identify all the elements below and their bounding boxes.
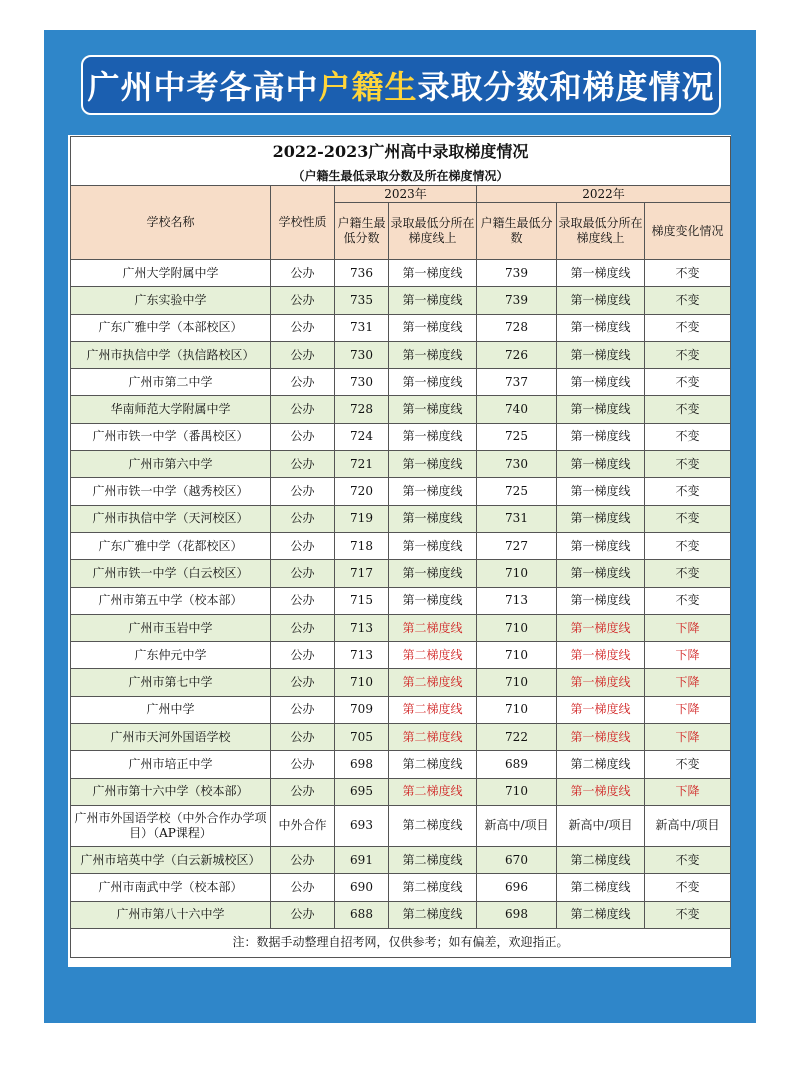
cell-score-2023: 728 [335,396,389,423]
cell-score-2022: 727 [477,532,557,559]
cell-score-2022: 740 [477,396,557,423]
cell-score-2022: 710 [477,642,557,669]
cell-score-2023: 724 [335,423,389,450]
cell-tier-2023: 第二梯度线 [389,724,477,751]
cell-change: 不变 [645,260,731,287]
cell-score-2022: 726 [477,341,557,368]
cell-score-2022: 710 [477,560,557,587]
cell-score-2023: 730 [335,369,389,396]
cell-type: 公办 [271,778,335,805]
cell-score-2023: 709 [335,696,389,723]
table-row [71,396,731,423]
table-row [71,642,731,669]
header-year-2023: 2023年 [335,186,477,203]
cell-tier-2023: 第二梯度线 [389,846,477,873]
cell-change: 不变 [645,846,731,873]
table-row [71,751,731,778]
cell-change: 下降 [645,669,731,696]
cell-school: 广东广雅中学（花都校区） [71,532,271,559]
table-title: 2022-2023广州高中录取梯度情况 [71,137,731,168]
header-score-2023: 户籍生最低分数 [335,203,389,260]
cell-tier-2022: 第一梯度线 [557,423,645,450]
cell-type: 公办 [271,532,335,559]
cell-tier-2022: 第一梯度线 [557,560,645,587]
cell-type: 公办 [271,642,335,669]
cell-score-2023: 718 [335,532,389,559]
table-row [71,314,731,341]
cell-change: 不变 [645,314,731,341]
cell-tier-2023: 第一梯度线 [389,341,477,368]
cell-type: 公办 [271,287,335,314]
cell-school: 广州市执信中学（天河校区） [71,505,271,532]
cell-score-2022: 698 [477,901,557,928]
cell-type: 公办 [271,901,335,928]
cell-change: 下降 [645,642,731,669]
cell-change: 不变 [645,396,731,423]
page-banner [81,55,721,115]
table-row [71,451,731,478]
cell-score-2022: 728 [477,314,557,341]
cell-school: 广州市南武中学（校本部） [71,874,271,901]
cell-score-2022: 739 [477,287,557,314]
table-row [71,696,731,723]
cell-score-2023: 717 [335,560,389,587]
cell-school: 广州市第七中学 [71,669,271,696]
cell-score-2023: 695 [335,778,389,805]
cell-tier-2023: 第一梯度线 [389,587,477,614]
cell-tier-2022: 第一梯度线 [557,341,645,368]
cell-score-2022: 722 [477,724,557,751]
cell-tier-2023: 第二梯度线 [389,874,477,901]
cell-type: 公办 [271,874,335,901]
cell-change: 不变 [645,751,731,778]
cell-change: 下降 [645,724,731,751]
cell-tier-2023: 第二梯度线 [389,751,477,778]
cell-type: 中外合作 [271,805,335,846]
table-row [71,587,731,614]
cell-score-2023: 719 [335,505,389,532]
cell-tier-2022: 第一梯度线 [557,478,645,505]
cell-change: 不变 [645,287,731,314]
header-tier-2022: 录取最低分所在梯度线上 [557,203,645,260]
cell-score-2023: 710 [335,669,389,696]
table-row [71,614,731,641]
table-row [71,560,731,587]
cell-school: 广州市铁一中学（番禺校区） [71,423,271,450]
cell-change: 下降 [645,778,731,805]
cell-score-2022: 739 [477,260,557,287]
cell-tier-2023: 第一梯度线 [389,451,477,478]
cell-school: 广州大学附属中学 [71,260,271,287]
cell-score-2023: 713 [335,642,389,669]
cell-school: 广州市培正中学 [71,751,271,778]
cell-score-2022: 710 [477,696,557,723]
table-row [71,505,731,532]
cell-tier-2022: 第二梯度线 [557,874,645,901]
cell-change: 不变 [645,505,731,532]
cell-school: 广州市铁一中学（越秀校区） [71,478,271,505]
cell-score-2022: 725 [477,423,557,450]
cell-school: 广州市执信中学（执信路校区） [71,341,271,368]
cell-type: 公办 [271,341,335,368]
cell-type: 公办 [271,724,335,751]
cell-score-2022: 737 [477,369,557,396]
cell-tier-2022: 第一梯度线 [557,314,645,341]
cell-tier-2022: 第一梯度线 [557,587,645,614]
cell-tier-2023: 第二梯度线 [389,669,477,696]
banner-text-1: 广州中考各高中 [87,68,319,106]
cell-score-2022: 670 [477,846,557,873]
cell-tier-2022: 第一梯度线 [557,396,645,423]
cell-score-2023: 736 [335,260,389,287]
cell-school: 广州市培英中学（白云新城校区） [71,846,271,873]
cell-score-2023: 713 [335,614,389,641]
cell-score-2023: 731 [335,314,389,341]
cell-type: 公办 [271,505,335,532]
cell-score-2023: 721 [335,451,389,478]
cell-score-2023: 730 [335,341,389,368]
cell-tier-2022: 第二梯度线 [557,751,645,778]
cell-change: 不变 [645,560,731,587]
cell-tier-2022: 第一梯度线 [557,287,645,314]
cell-tier-2023: 第一梯度线 [389,369,477,396]
cell-score-2023: 688 [335,901,389,928]
table-row [71,532,731,559]
cell-tier-2022: 第一梯度线 [557,614,645,641]
cell-tier-2022: 第二梯度线 [557,901,645,928]
cell-change: 下降 [645,614,731,641]
cell-school: 广东实验中学 [71,287,271,314]
cell-school: 广州市第八十六中学 [71,901,271,928]
cell-type: 公办 [271,751,335,778]
cell-score-2023: 693 [335,805,389,846]
cell-score-2022: 710 [477,669,557,696]
cell-change: 不变 [645,478,731,505]
table-row [71,287,731,314]
table-row [71,478,731,505]
cell-change: 不变 [645,423,731,450]
cell-change: 不变 [645,532,731,559]
table-row [71,669,731,696]
cell-tier-2022: 第一梯度线 [557,451,645,478]
cell-type: 公办 [271,669,335,696]
cell-tier-2023: 第二梯度线 [389,778,477,805]
cell-tier-2023: 第二梯度线 [389,614,477,641]
cell-school: 广州市天河外国语学校 [71,724,271,751]
table-row [71,805,731,846]
cell-tier-2023: 第一梯度线 [389,505,477,532]
cell-tier-2023: 第一梯度线 [389,532,477,559]
cell-school: 广州市第十六中学（校本部） [71,778,271,805]
cell-school: 华南师范大学附属中学 [71,396,271,423]
cell-tier-2022: 第一梯度线 [557,778,645,805]
cell-tier-2022: 第一梯度线 [557,696,645,723]
cell-tier-2023: 第一梯度线 [389,287,477,314]
cell-tier-2023: 第一梯度线 [389,478,477,505]
cell-school: 广东仲元中学 [71,642,271,669]
cell-tier-2023: 第二梯度线 [389,642,477,669]
cell-tier-2022: 第一梯度线 [557,369,645,396]
cell-type: 公办 [271,423,335,450]
banner-text-2: 录取分数和梯度情况 [417,68,715,106]
table-row [71,423,731,450]
cell-tier-2022: 第二梯度线 [557,846,645,873]
cell-type: 公办 [271,696,335,723]
cell-school: 广州市第五中学（校本部） [71,587,271,614]
cell-tier-2022: 第一梯度线 [557,532,645,559]
cell-school: 广州市铁一中学（白云校区） [71,560,271,587]
cell-type: 公办 [271,614,335,641]
header-score-2022: 户籍生最低分数 [477,203,557,260]
cell-tier-2023: 第一梯度线 [389,314,477,341]
table-row [71,260,731,287]
cell-score-2022: 730 [477,451,557,478]
cell-score-2022: 689 [477,751,557,778]
cell-tier-2023: 第二梯度线 [389,805,477,846]
cell-score-2022: 710 [477,614,557,641]
cell-score-2022: 新高中/项目 [477,805,557,846]
cell-tier-2022: 第一梯度线 [557,642,645,669]
cell-tier-2022: 第一梯度线 [557,724,645,751]
cell-school: 广州中学 [71,696,271,723]
cell-tier-2023: 第二梯度线 [389,901,477,928]
admission-table [70,136,731,958]
header-type: 学校性质 [271,186,335,260]
cell-tier-2023: 第二梯度线 [389,696,477,723]
cell-type: 公办 [271,260,335,287]
cell-school: 广州市第六中学 [71,451,271,478]
cell-type: 公办 [271,369,335,396]
cell-school: 广州市玉岩中学 [71,614,271,641]
cell-score-2022: 710 [477,778,557,805]
cell-tier-2023: 第一梯度线 [389,423,477,450]
cell-tier-2023: 第一梯度线 [389,560,477,587]
cell-score-2023: 720 [335,478,389,505]
cell-score-2023: 698 [335,751,389,778]
cell-score-2022: 725 [477,478,557,505]
table-row [71,724,731,751]
cell-change: 不变 [645,587,731,614]
cell-score-2023: 735 [335,287,389,314]
header-year-2022: 2022年 [477,186,731,203]
table-row [71,874,731,901]
cell-score-2022: 731 [477,505,557,532]
cell-type: 公办 [271,396,335,423]
cell-type: 公办 [271,846,335,873]
header-change: 梯度变化情况 [645,203,731,260]
table-row [71,778,731,805]
table-row [71,901,731,928]
banner-highlight: 户籍生 [318,68,418,106]
table-note: 注：数据手动整理自招考网，仅供参考；如有偏差，欢迎指正。 [71,928,731,957]
cell-change: 不变 [645,874,731,901]
cell-change: 不变 [645,451,731,478]
table-subtitle: （户籍生最低录取分数及所在梯度情况） [71,167,731,186]
cell-score-2022: 696 [477,874,557,901]
cell-type: 公办 [271,314,335,341]
cell-score-2023: 705 [335,724,389,751]
cell-change: 新高中/项目 [645,805,731,846]
cell-change: 不变 [645,369,731,396]
cell-score-2023: 715 [335,587,389,614]
table-row [71,846,731,873]
table-row [71,369,731,396]
cell-tier-2023: 第一梯度线 [389,260,477,287]
cell-tier-2022: 第一梯度线 [557,505,645,532]
cell-tier-2023: 第一梯度线 [389,396,477,423]
cell-school: 广东广雅中学（本部校区） [71,314,271,341]
cell-type: 公办 [271,478,335,505]
table-row [71,341,731,368]
cell-type: 公办 [271,560,335,587]
cell-score-2022: 713 [477,587,557,614]
cell-score-2023: 690 [335,874,389,901]
cell-tier-2022: 新高中/项目 [557,805,645,846]
cell-score-2023: 691 [335,846,389,873]
cell-tier-2022: 第一梯度线 [557,260,645,287]
header-school: 学校名称 [71,186,271,260]
cell-change: 不变 [645,901,731,928]
header-tier-2023: 录取最低分所在梯度线上 [389,203,477,260]
cell-change: 不变 [645,341,731,368]
cell-school: 广州市外国语学校（中外合作办学项目）（AP课程） [71,805,271,846]
cell-type: 公办 [271,587,335,614]
cell-type: 公办 [271,451,335,478]
cell-school: 广州市第二中学 [71,369,271,396]
cell-change: 下降 [645,696,731,723]
cell-tier-2022: 第一梯度线 [557,669,645,696]
